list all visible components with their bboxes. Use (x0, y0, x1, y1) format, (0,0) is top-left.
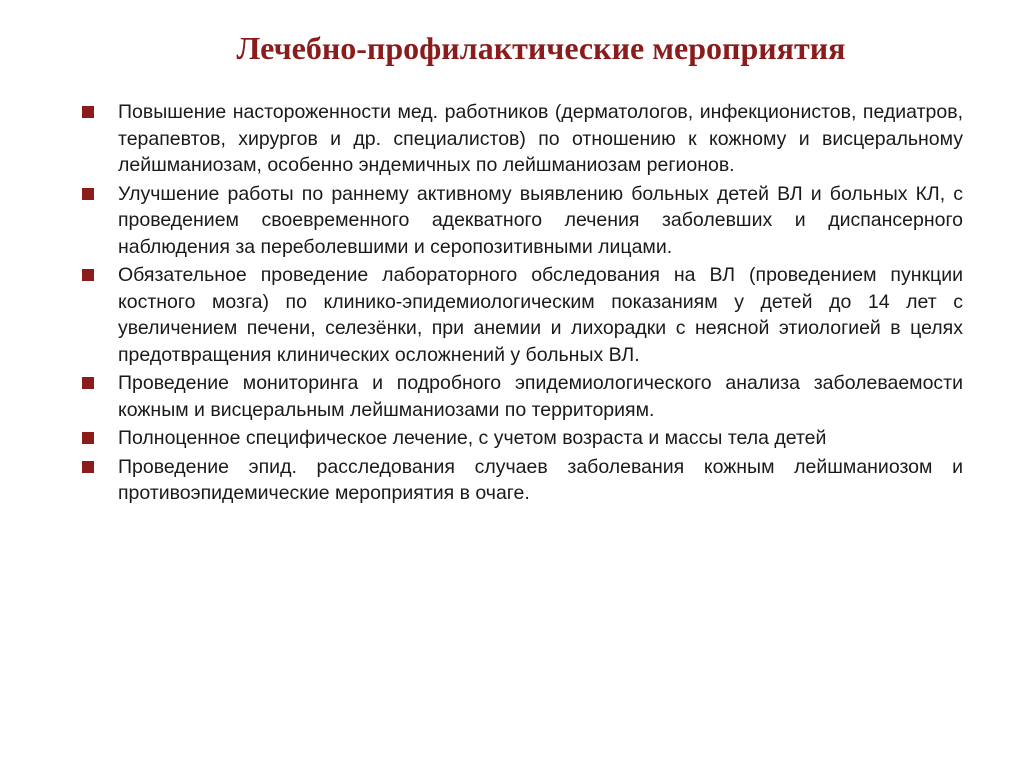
slide-title: Лечебно-профилактические мероприятия (236, 30, 846, 66)
square-bullet-icon (82, 269, 94, 281)
list-item (82, 370, 963, 423)
bullet-text: Проведение мониторинга и подробного эпидемиологического анализа заболеваемости кожным и висцеральным лейшманиозами по территориям. (118, 372, 963, 421)
list-item (82, 99, 963, 179)
list-item (82, 262, 963, 368)
square-bullet-icon (82, 188, 94, 200)
list-item (82, 181, 963, 261)
bullet-text: Повышение настороженности мед. работников (дерматологов, инфекционистов, педиатров, терапевтов, хирургов и др. специалистов) по отношению к кожному и висцеральному лейшманиозам, особенно эндемичных по лейшманиозам регионов. (118, 101, 963, 176)
bullet-text: Полноценное специфическое лечение, с учетом возраста и массы тела детей (118, 427, 827, 449)
list-item (82, 425, 963, 452)
square-bullet-icon (82, 106, 94, 118)
bullet-text: Проведение эпид. расследования случаев заболевания кожным лейшманиозом и противоэпидемические мероприятия в очаге. (118, 455, 963, 504)
square-bullet-icon (82, 461, 94, 473)
square-bullet-icon (82, 377, 94, 389)
bullet-list (82, 99, 963, 507)
square-bullet-icon (82, 432, 94, 444)
list-item (82, 454, 963, 507)
bullet-text: Улучшение работы по раннему активному выявлению больных детей ВЛ и больных КЛ, с проведением своевременного адекватного лечения заболевших и диспансерного наблюдения за переболевшими и серопозитивными лицами. (118, 182, 963, 258)
bullet-text: Обязательное проведение лабораторного обследования на ВЛ (проведением пункции костного мозга) по клинико-эпидемиологическим показаниям у детей до 14 лет с увеличением печени, селезёнки, при анемии и лихорадки с неясной этиологией в целях предотвращения клинических осложнений у больных ВЛ. (118, 264, 963, 366)
